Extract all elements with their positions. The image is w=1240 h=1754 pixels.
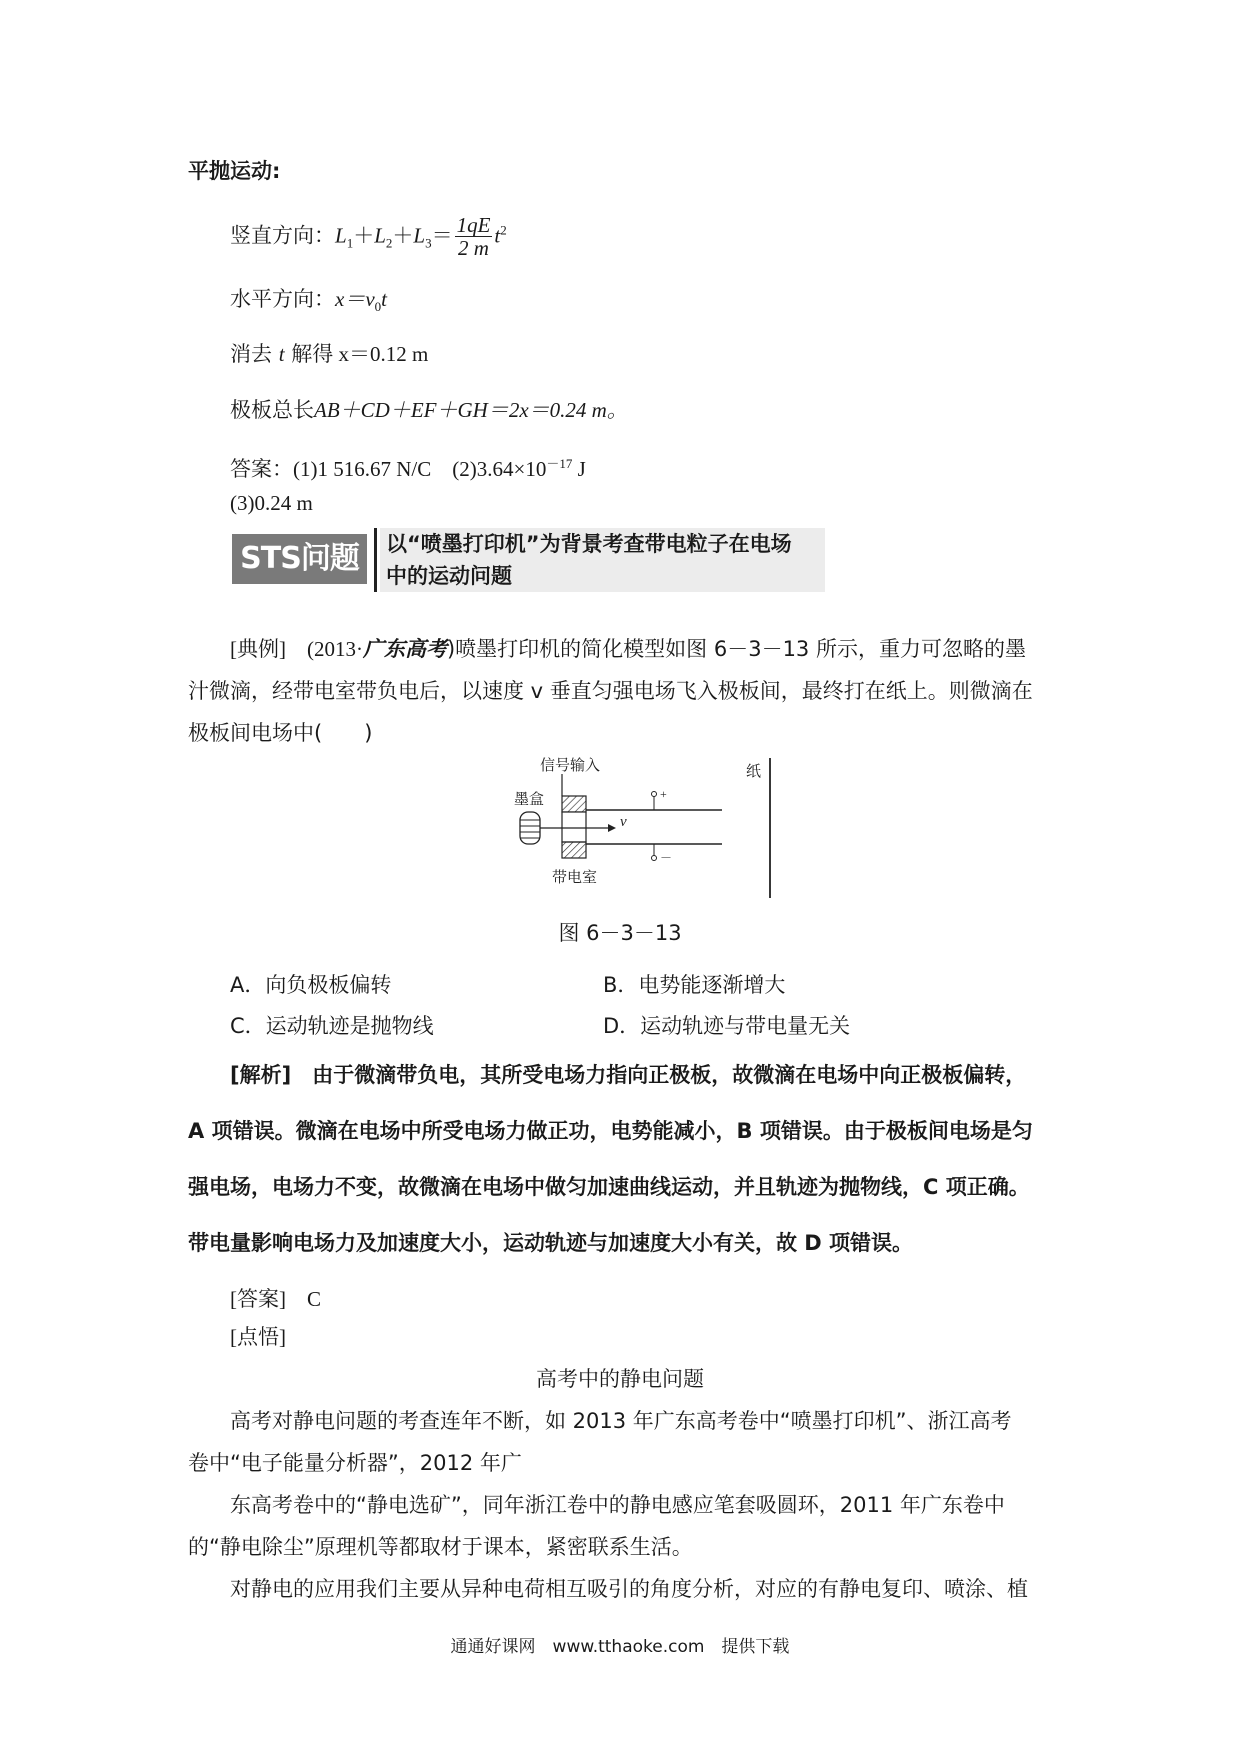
option-b: B．电势能逐渐增大 — [603, 973, 786, 997]
example-line-3: 极板间电场中( ) — [188, 721, 373, 745]
signal-input-label: 信号输入 — [540, 756, 601, 774]
answer-line-2: (3)0.24 m — [230, 491, 313, 515]
eliminate-line — [230, 339, 428, 369]
plus-terminal — [652, 792, 657, 797]
section-heading: 平抛运动: — [188, 159, 281, 183]
dianwu-label: [点悟] — [230, 1325, 286, 1349]
paragraph-line-3: 东高考卷中的“静电选矿”，同年浙江卷中的静电感应笔套吸圆环，2011 年广东卷中 — [230, 1493, 1005, 1517]
horizontal-label: 水平方向： — [230, 287, 335, 311]
sts-divider — [374, 528, 377, 592]
var-L3: L — [413, 223, 426, 248]
upper-hatched-block — [562, 796, 586, 812]
lower-hatched-block — [562, 842, 586, 858]
answer-line-1 — [230, 449, 586, 484]
example-line-1-text: )喷墨打印机的简化模型如图 6－3－13 所示，重力可忽略的墨 — [446, 637, 1026, 661]
paper-label: 纸 — [746, 762, 762, 780]
minus-label: － — [660, 851, 673, 865]
sts-badge: STS问题 — [232, 534, 367, 584]
sts-title — [386, 528, 792, 592]
answer-1-exponent: －17 — [546, 456, 573, 471]
minus-terminal — [652, 856, 657, 861]
var-t: t — [494, 223, 501, 248]
horizontal-eq-sub: 0 — [374, 299, 382, 315]
option-a: A．向负极板偏转 — [230, 973, 392, 997]
paragraph-line-5: 对静电的应用我们主要从异种电荷相互吸引的角度分析，对应的有静电复印、喷涂、植 — [230, 1577, 1028, 1601]
horizontal-eq-tail: t — [381, 287, 387, 311]
horizontal-equation — [230, 284, 387, 322]
answer-2: [答案] C — [230, 1287, 321, 1311]
analysis-line-2: A 项错误。微滴在电场中所受电场力做正功，电势能减小，B 项错误。由于极板间电场是匀 — [188, 1119, 1033, 1143]
analysis-line-3: 强电场，电场力不变，故微滴在电场中做匀加速曲线运动，并且轨迹为抛物线，C 项正确。 — [188, 1175, 1030, 1199]
example-source: 广东高考 — [362, 637, 447, 661]
analysis-line-1: [解析] 由于微滴带负电，其所受电场力指向正极板，故微滴在电场中向正极板偏转， — [230, 1063, 1027, 1087]
sts-title-line-2: 中的运动问题 — [386, 564, 512, 588]
paragraph-line-2: 卷中“电子能量分析器”，2012 年广 — [188, 1451, 522, 1475]
plus-label: + — [660, 787, 667, 801]
eliminate-text: 消去 — [230, 342, 272, 366]
fraction-qE-over-m: $\frac{1qE}{2 m}$ — [456, 213, 491, 260]
velocity-label: v — [620, 814, 627, 830]
total-length-line — [230, 395, 628, 425]
option-d: D．运动轨迹与带电量无关 — [603, 1014, 851, 1038]
vertical-label: 竖直方向： — [230, 223, 335, 248]
paragraph-line-4: 的“静电除尘”原理机等都取材于课本，紧密联系生活。 — [188, 1535, 693, 1559]
ink-cartridge — [520, 812, 540, 844]
inkjet-printer-diagram — [500, 752, 790, 902]
var-L1: L — [335, 223, 347, 248]
total-length-eq: AB＋CD＋EF＋GH＝2x＝0.24 m。 — [314, 398, 628, 422]
option-c: C．运动轨迹是抛物线 — [230, 1014, 434, 1038]
subtitle: 高考中的静电问题 — [536, 1367, 704, 1391]
example-tag: [典例] (2013· — [230, 637, 363, 661]
answer-1-text: 答案：(1)1 516.67 N/C (2)3.64×10 — [230, 457, 547, 481]
charging-chamber — [562, 812, 586, 842]
page-footer: 通通好课网 www.tthaoke.com 提供下载 — [450, 1637, 790, 1657]
ink-box-label: 墨盒 — [514, 790, 545, 808]
example-line-1 — [230, 634, 1026, 664]
figure-caption: 图 6－3－13 — [558, 921, 682, 945]
var-L2: L — [374, 223, 386, 248]
chamber-label: 带电室 — [552, 868, 598, 886]
sts-title-line-1: 以“喷墨打印机”为背景考查带电粒子在电场 — [386, 532, 792, 556]
total-length-label: 极板总长 — [230, 398, 314, 422]
eliminate-result: 解得 x＝0.12 m — [291, 342, 429, 366]
velocity-arrow — [608, 824, 616, 832]
vertical-equation: 竖直方向：$L_1+L_2+L_3=$ $\frac{1qE}{2 m}$ $t^2$ — [230, 213, 507, 260]
paragraph-line-1: 高考对静电问题的考查连年不断，如 2013 年广东高考卷中“喷墨打印机”、浙江高考 — [230, 1409, 1012, 1433]
analysis-line-4: 带电量影响电场力及加速度大小，运动轨迹与加速度大小有关，故 D 项错误。 — [188, 1231, 914, 1255]
example-line-2: 汁微滴，经带电室带负电后，以速度 v 垂直匀强电场飞入极板间，最终打在纸上。则微滴在 — [188, 679, 1033, 703]
eliminate-t: t — [278, 342, 285, 366]
horizontal-eq-text: x＝v — [335, 287, 375, 311]
answer-1-unit: J — [572, 457, 586, 481]
